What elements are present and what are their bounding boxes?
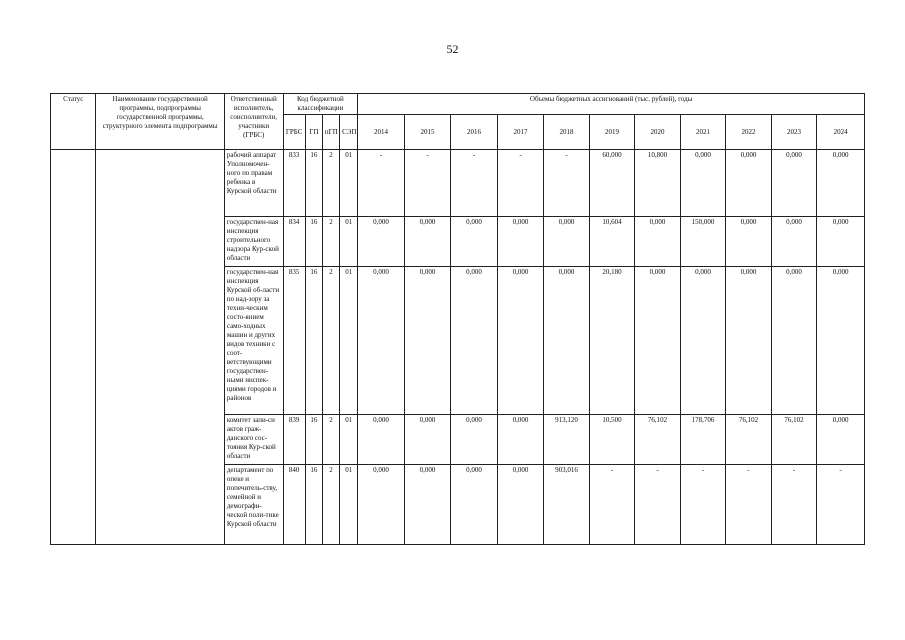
code-cell: 16 (305, 217, 322, 267)
code-cell: 835 (283, 267, 305, 415)
value-cell: 20,180 (589, 267, 634, 415)
executor-cell: комитет запи-си актов граж-данского сос-тояния Кур-ской области (224, 415, 283, 465)
code-cell: 2 (322, 217, 339, 267)
value-cell: 0,000 (451, 465, 498, 545)
value-cell: 903,016 (544, 465, 589, 545)
status-cell (51, 150, 96, 545)
code-cell: 2 (322, 465, 339, 545)
value-cell: 0,000 (497, 217, 544, 267)
header-year: 2014 (358, 115, 405, 150)
value-cell: 0,000 (451, 267, 498, 415)
header-year: 2019 (589, 115, 634, 150)
value-cell: - (544, 150, 589, 217)
value-cell: 0,000 (817, 267, 865, 415)
value-cell: - (771, 465, 816, 545)
header-code-group: Код бюджетной классификации (283, 94, 358, 115)
code-cell: 840 (283, 465, 305, 545)
executor-cell: государствен-ная инспекция Курской об-ласти по над-зору за техни-ческим состо-янием само-ходных машин и других видов техники с соот-ветствующими государствен-ными инспек-циями городов и районов (224, 267, 283, 415)
value-cell: 0,000 (358, 217, 405, 267)
value-cell: - (680, 465, 725, 545)
code-cell: 2 (322, 150, 339, 217)
value-cell: 0,000 (726, 217, 771, 267)
header-year: 2020 (635, 115, 680, 150)
page-number: 52 (446, 42, 459, 56)
code-cell: 833 (283, 150, 305, 217)
header-year: 2016 (451, 115, 498, 150)
value-cell: - (404, 150, 451, 217)
value-cell: 0,000 (544, 217, 589, 267)
value-cell: 76,102 (726, 415, 771, 465)
value-cell: 0,000 (404, 465, 451, 545)
code-cell: 16 (305, 415, 322, 465)
program-name-cell (96, 150, 224, 545)
code-cell: 16 (305, 465, 322, 545)
value-cell: - (589, 465, 634, 545)
value-cell: - (635, 465, 680, 545)
code-cell: 2 (322, 415, 339, 465)
value-cell: 0,000 (635, 267, 680, 415)
value-cell: 76,102 (635, 415, 680, 465)
header-code-grbs: ГРБС (283, 115, 305, 150)
value-cell: 0,000 (358, 465, 405, 545)
header-executor: Ответственный исполнитель, соисполнители, участники (ГРБС) (224, 94, 283, 150)
code-cell: 01 (340, 415, 358, 465)
header-year: 2022 (726, 115, 771, 150)
header-year: 2023 (771, 115, 816, 150)
value-cell: - (451, 150, 498, 217)
value-cell: 0,000 (771, 150, 816, 217)
value-cell: 0,000 (358, 415, 405, 465)
value-cell: 0,000 (497, 267, 544, 415)
value-cell: 0,000 (680, 150, 725, 217)
executor-cell: рабочий аппарат Уполномочен-ного по правам ребенка в Курской области (224, 150, 283, 217)
value-cell: 0,000 (817, 415, 865, 465)
header-year: 2015 (404, 115, 451, 150)
value-cell: 0,000 (404, 217, 451, 267)
header-code-gp: ГП (305, 115, 322, 150)
header-years-title: Объемы бюджетных ассигнований (тыс. рублей), годы (358, 94, 865, 115)
value-cell: - (817, 465, 865, 545)
header-year: 2024 (817, 115, 865, 150)
value-cell: 0,000 (497, 465, 544, 545)
code-cell: 01 (340, 465, 358, 545)
value-cell: 0,000 (680, 267, 725, 415)
code-cell: 16 (305, 267, 322, 415)
code-cell: 01 (340, 217, 358, 267)
value-cell: 0,000 (635, 217, 680, 267)
header-year: 2018 (544, 115, 589, 150)
value-cell: - (497, 150, 544, 217)
table-header (51, 94, 865, 150)
value-cell: 10,604 (589, 217, 634, 267)
header-name: Наименование государственной программы, подпрограммы государственной программы, структурного элемента подпрограммы (96, 94, 224, 150)
value-cell: 0,000 (771, 217, 816, 267)
header-year: 2017 (497, 115, 544, 150)
value-cell: 76,102 (771, 415, 816, 465)
value-cell: 0,000 (497, 415, 544, 465)
code-cell: 01 (340, 150, 358, 217)
code-cell: 839 (283, 415, 305, 465)
value-cell: 0,000 (451, 415, 498, 465)
table-body (51, 150, 865, 545)
value-cell: 150,000 (680, 217, 725, 267)
header-code-pgp: пГП (322, 115, 339, 150)
value-cell: - (726, 465, 771, 545)
value-cell: 60,000 (589, 150, 634, 217)
value-cell: 0,000 (404, 415, 451, 465)
value-cell: 0,000 (451, 217, 498, 267)
value-cell: 10,500 (589, 415, 634, 465)
code-cell: 2 (322, 267, 339, 415)
table-row (51, 150, 865, 217)
executor-cell: государствен-ная инспекция строительного надзора Кур-ской области (224, 217, 283, 267)
header-code-sep: СЭП (340, 115, 358, 150)
header-status: Статус (51, 94, 96, 150)
value-cell: 0,000 (404, 267, 451, 415)
value-cell: - (358, 150, 405, 217)
value-cell: 0,000 (726, 267, 771, 415)
code-cell: 834 (283, 217, 305, 267)
value-cell: 0,000 (817, 150, 865, 217)
executor-cell: департамент по опеке и попечитель-ству, семейной и демографи-ческой поли-тике Курской области (224, 465, 283, 545)
value-cell: 178,706 (680, 415, 725, 465)
value-cell: 0,000 (726, 150, 771, 217)
budget-table (50, 93, 865, 545)
code-cell: 16 (305, 150, 322, 217)
value-cell: 913,120 (544, 415, 589, 465)
value-cell: 0,000 (771, 267, 816, 415)
header-year: 2021 (680, 115, 725, 150)
value-cell: 0,000 (817, 217, 865, 267)
code-cell: 01 (340, 267, 358, 415)
value-cell: 0,000 (544, 267, 589, 415)
value-cell: 0,000 (358, 267, 405, 415)
value-cell: 10,800 (635, 150, 680, 217)
